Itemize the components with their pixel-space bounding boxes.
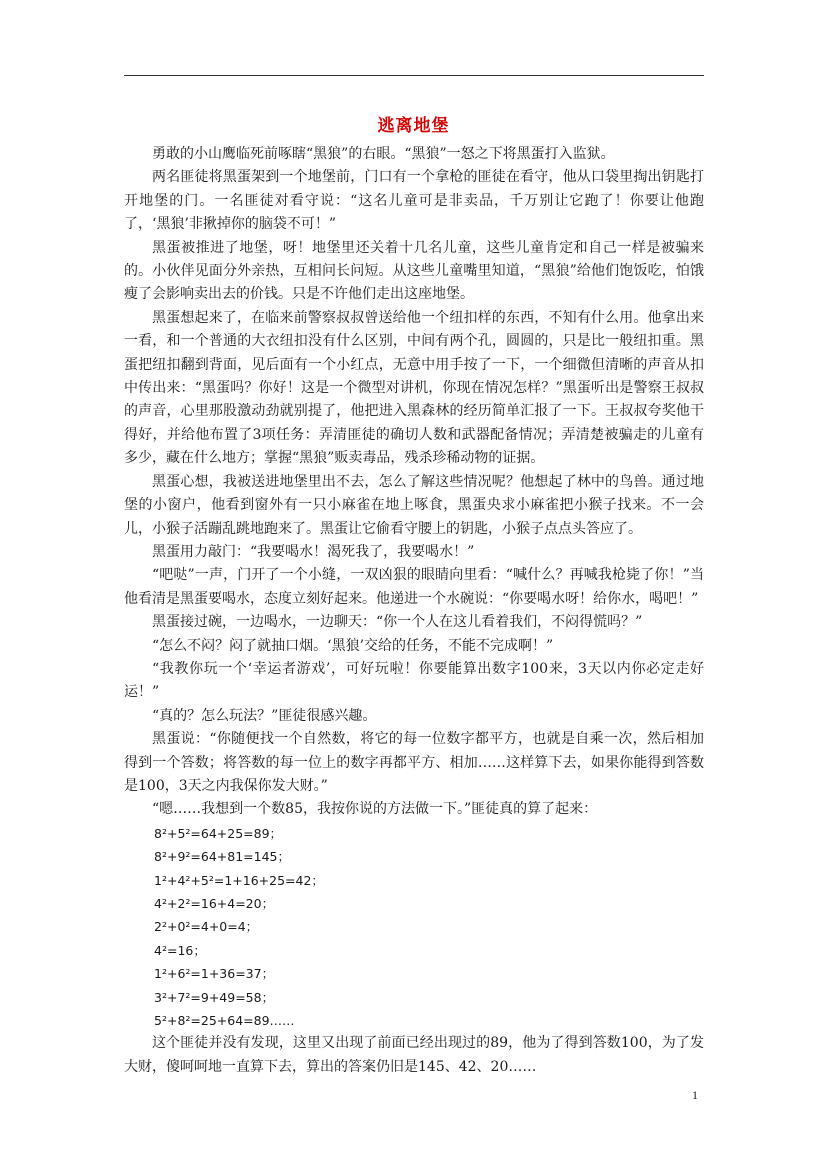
equation-line: 3²+7²=9+49=58； bbox=[154, 989, 275, 1005]
paragraph: 这个匪徒并没有发现，这里又出现了前面已经出现过的89，他为了得到答数100，为了发大财，傻呵呵地一直算下去，算出的答案仍旧是145、42、20…… bbox=[124, 1035, 704, 1075]
page-number: 1 bbox=[692, 1088, 698, 1102]
paragraph: 两名匪徒将黑蛋架到一个地堡前，门口有一个拿枪的匪徒在看守，他从口袋里掏出钥匙打开地堡的门。一名匪徒对看守说：“这名儿童可是非卖品，千万别让它跑了！你要让他跑了，‘黑狼’非揪掉你的脑袋不可！” bbox=[124, 169, 704, 233]
equation-line: 8²+5²=64+25=89； bbox=[154, 825, 283, 841]
equation-line: 2²+0²=4+0=4； bbox=[154, 919, 259, 935]
paragraph: “吧哒”一声，门开了一个小缝，一双凶狠的眼睛向里看：“喊什么？再喊我枪毙了你！”当他看清是黑蛋要喝水，态度立刻好起来。他递进一个水碗说：“你要喝水呀！给你水，喝吧！” bbox=[124, 567, 704, 607]
equation-line: 1²+6²=1+36=37； bbox=[154, 966, 275, 982]
paragraph: 黑蛋用力敲门：“我要喝水！渴死我了，我要喝水！” bbox=[152, 543, 475, 560]
page-title: 逃离地堡 bbox=[377, 116, 450, 136]
equation-line: 8²+9²=64+81=145； bbox=[154, 849, 290, 865]
paragraph: “我教你玩一个‘幸运者游戏’，可好玩啦！你要能算出数字100来，3天以内你必定走好运！” bbox=[124, 660, 704, 701]
equation-line: 4²+2²=16+4=20； bbox=[154, 896, 275, 911]
header-rule bbox=[124, 75, 704, 76]
paragraph: “怎么不闷？闷了就抽口烟。‘黑狼’交给的任务，不能不完成啊！” bbox=[152, 637, 554, 654]
paragraph: “嗯……我想到一个数85，我按你说的方法做一下。”匪徒真的算了起来： bbox=[152, 801, 598, 818]
story-body bbox=[124, 143, 704, 1079]
paragraph: 勇敢的小山鹰临死前啄瞎“黑狼”的右眼。“黑狼”一怒之下将黑蛋打入监狱。 bbox=[152, 146, 615, 162]
paragraph: 黑蛋想起来了，在临来前警察叔叔曾送给他一个纽扣样的东西，不知有什么用。他拿出来一看，和一个普通的大衣纽扣没有什么区别，中间有两个孔，圆圆的，只是比一般纽扣重。黑蛋把纽扣翻到背面，见后面有一个小红点，无意中用手按了一下，一个细微但清晰的声音从扣中传出来：“黑蛋吗？你好！这是一个微型对讲机，你现在情况怎样？”黑蛋听出是警察王叔叔的声音，心里那股激动劲就别提了，他把进入黑森林的经历简单汇报了一下。王叔叔夸奖他干得好，并给他布置了3项任务：弄清匪徒的确切人数和武器配备情况；弄清楚被骗走的儿童有多少，藏在什么地方；掌握“黑狼”贩卖毒品，残杀珍稀动物的证据。 bbox=[124, 309, 704, 467]
paragraph: 黑蛋接过碗，一边喝水，一边聊天：“你一个人在这儿看着我们，不闷得慌吗？” bbox=[152, 614, 643, 631]
equation-line: 5²+8²=25+64=89…… bbox=[154, 1013, 295, 1029]
paragraph: 黑蛋说：“你随便找一个自然数，将它的每一位数字都平方，也就是自乘一次，然后相加得到一个答数；将答数的每一位上的数字再都平方、相加……这样算下去，如果你能得到答数是100，3天之内我保你发大财。” bbox=[124, 731, 704, 794]
paragraph: “真的？怎么玩法？”匪徒很感兴趣。 bbox=[152, 707, 377, 724]
equation-line: 4²=16； bbox=[154, 942, 206, 958]
equation-line: 1²+4²+5²=1+16+25=42； bbox=[154, 872, 324, 888]
paragraph: 黑蛋被推进了地堡，呀！地堡里还关着十几名儿童，这些儿童肯定和自己一样是被骗来的。小伙伴见面分外亲热，互相问长问短。从这些儿童嘴里知道，“黑狼”给他们饱饭吃，怕饿瘦了会影响卖出去的价钱。只是不许他们走出这座地堡。 bbox=[124, 239, 704, 303]
paragraph: 黑蛋心想，我被送进地堡里出不去，怎么了解这些情况呢？他想起了林中的鸟兽。通过地堡的小窗户，他看到窗外有一只小麻雀在地上啄食，黑蛋央求小麻雀把小猴子找来。不一会儿，小猴子活蹦乱跳地跑来了。黑蛋让它偷看守腰上的钥匙，小猴子点点头答应了。 bbox=[124, 473, 704, 537]
